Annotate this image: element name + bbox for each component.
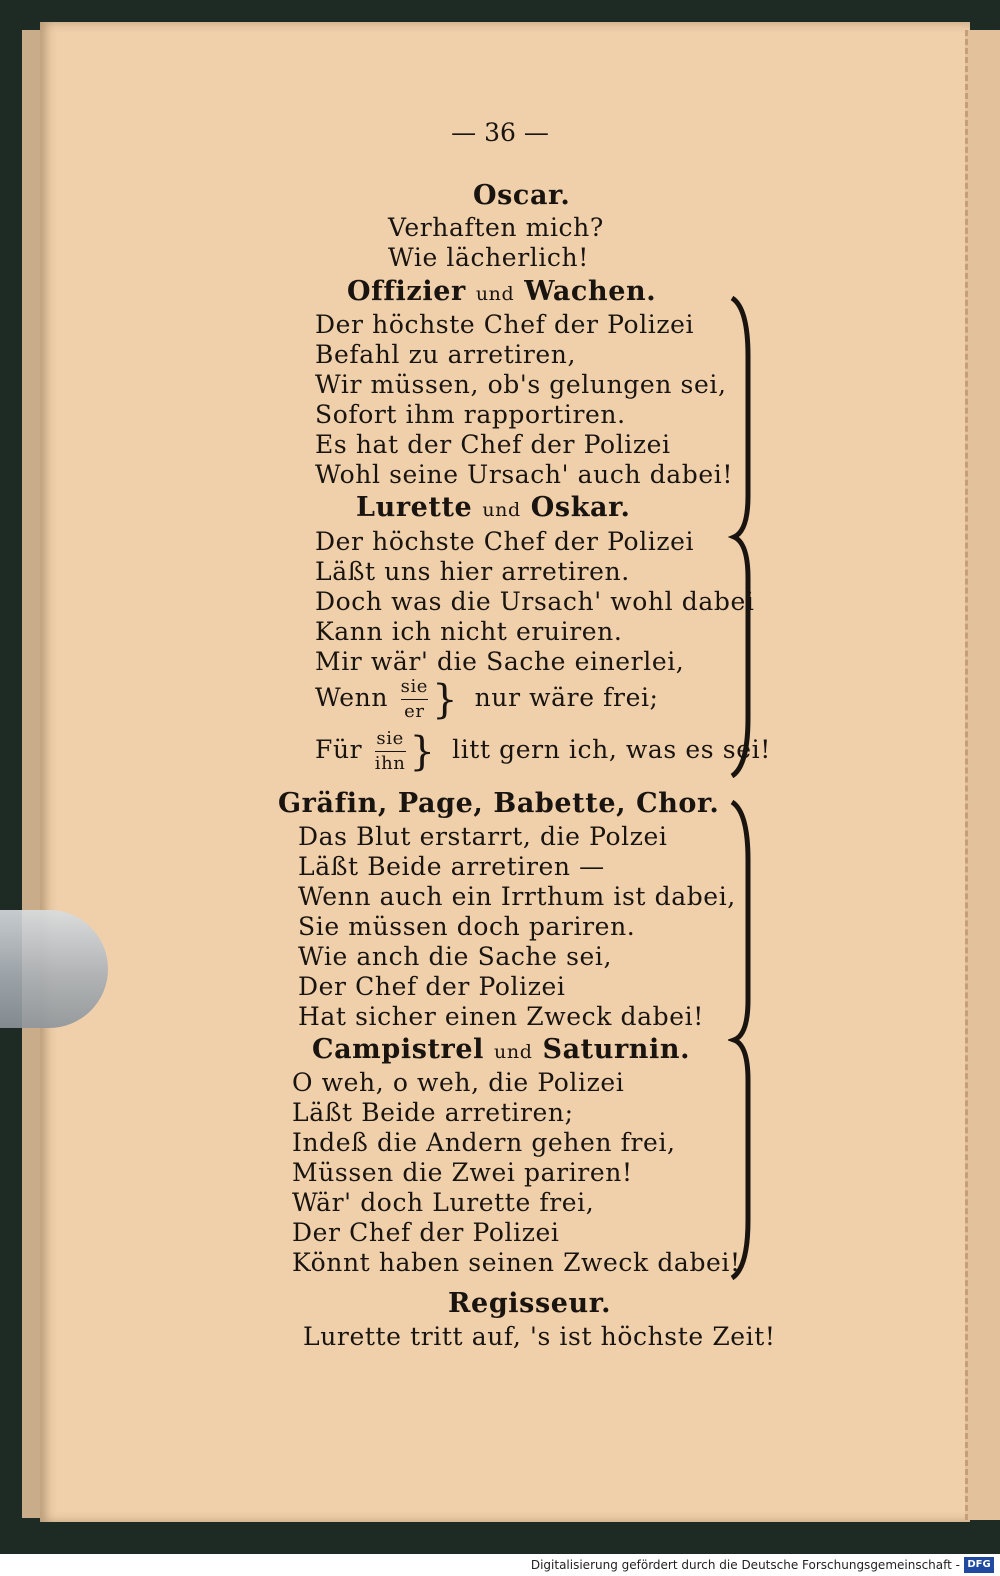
- verse-text: Verhaften mich?: [388, 213, 604, 242]
- verse-text: Der höchste Chef der Polizei: [315, 310, 695, 339]
- brace-mark: }: [432, 676, 459, 723]
- verse-text: Müssen die Zwei pariren!: [292, 1158, 633, 1187]
- verse-text: Der höchste Chef der Polizei: [315, 527, 695, 556]
- speaker-name: Lurette: [356, 492, 473, 523]
- dfg-logo: DFG: [964, 1557, 994, 1573]
- verse-line: [298, 882, 736, 911]
- page-number: — 36 —: [451, 118, 549, 147]
- verse-line: [388, 213, 604, 242]
- verse-line: [298, 972, 565, 1001]
- verse-text: Könnt haben seinen Zweck dabei!: [292, 1248, 741, 1277]
- verse-text: Das Blut erstarrt, die Polzei: [298, 822, 668, 851]
- verse-line: [292, 1098, 574, 1127]
- verse-group-bracket: [728, 296, 758, 778]
- verse-text: Wenn: [315, 683, 389, 712]
- speaker-heading: [347, 276, 656, 307]
- verse-line: [298, 1002, 704, 1031]
- speaker-name: Oskar.: [530, 492, 631, 523]
- speaker-name: Offizier: [347, 276, 466, 307]
- verse-text: Es hat der Chef der Polizei: [315, 430, 671, 459]
- speaker-heading: [356, 492, 630, 523]
- verse-line: [315, 527, 694, 556]
- verse-text: Läßt uns hier arretiren.: [315, 557, 630, 586]
- verse-text: Wie lächerlich!: [388, 243, 589, 272]
- verse-text: Wir müssen, ob's gelungen sei,: [315, 370, 727, 399]
- pronoun-choice: [401, 678, 428, 721]
- speaker-heading: [448, 1288, 611, 1319]
- speaker-name: Regisseur.: [448, 1288, 612, 1319]
- verse-text: Wenn auch ein Irrthum ist dabei,: [298, 882, 736, 911]
- und-connector: und: [475, 283, 515, 305]
- verse-text: Der Chef der Polizei: [292, 1218, 560, 1247]
- verse-line: [292, 1068, 624, 1097]
- verse-line: [292, 1218, 559, 1247]
- verse-line: [292, 1248, 741, 1277]
- verse-text: Sofort ihm rapportiren.: [315, 400, 626, 429]
- und-connector: und: [482, 499, 521, 521]
- verse-text: Kann ich nicht eruiren.: [315, 617, 623, 646]
- verse-line: [298, 822, 668, 851]
- verse-text: Der Chef der Polizei: [298, 972, 566, 1001]
- speaker-heading: [473, 180, 570, 211]
- speaker-name: Gräfin, Page, Babette, Chor.: [278, 788, 720, 819]
- speaker-name: Wachen.: [524, 276, 657, 307]
- verse-line: [315, 587, 754, 616]
- verse-line: [388, 243, 589, 272]
- pronoun-top: sie: [400, 676, 429, 697]
- speaker-heading: [312, 1034, 690, 1065]
- verse-line: [315, 678, 659, 721]
- footer-credit: Digitalisierung gefördert durch die Deutsche Forschungsgemeinschaft -: [530, 1558, 960, 1572]
- pronoun-bottom: ihn: [374, 753, 406, 774]
- verse-text: litt gern ich, was es sei!: [452, 735, 771, 764]
- verse-line: [315, 430, 671, 459]
- und-connector: und: [494, 1041, 533, 1063]
- verse-text: O weh, o weh, die Polizei: [292, 1068, 625, 1097]
- verse-line: [298, 852, 605, 881]
- verse-line: [292, 1158, 633, 1187]
- verse-line: [315, 370, 727, 399]
- verse-line: [315, 617, 622, 646]
- digitization-footer: [0, 1554, 1000, 1576]
- verse-text: Befahl zu arretiren,: [315, 340, 577, 369]
- speaker-name: Saturnin.: [542, 1034, 691, 1065]
- pronoun-bottom: er: [404, 701, 425, 722]
- verse-text: Läßt Beide arretiren;: [292, 1098, 574, 1127]
- verse-text: Doch was die Ursach' wohl dabei: [315, 587, 755, 616]
- verse-line: [292, 1188, 594, 1217]
- verse-text: Sie müssen doch pariren.: [298, 912, 636, 941]
- speaker-name: Oscar.: [473, 180, 571, 211]
- verse-text: Wohl seine Ursach' auch dabei!: [315, 460, 734, 489]
- verse-line: [292, 1128, 676, 1157]
- verse-line: [298, 942, 612, 971]
- verse-text: Indeß die Andern gehen frei,: [292, 1128, 676, 1157]
- verse-line: [298, 912, 635, 941]
- verse-text: Hat sicher einen Zweck dabei!: [298, 1002, 704, 1031]
- brace-mark: }: [409, 728, 436, 775]
- verse-text: Wie anch die Sache sei,: [298, 942, 613, 971]
- verse-line: [315, 310, 694, 339]
- verse-line: [315, 340, 576, 369]
- verse-text: Lurette tritt auf, 's ist höchste Zeit!: [303, 1322, 776, 1351]
- pronoun-top: sie: [376, 728, 404, 749]
- pronoun-choice: [375, 730, 406, 773]
- verse-line: [315, 400, 626, 429]
- speaker-heading: [278, 788, 719, 819]
- verse-line: [315, 647, 684, 676]
- verse-text: Für: [315, 735, 363, 764]
- verse-text: nur wäre frei;: [474, 683, 659, 712]
- verse-text: Wär' doch Lurette frei,: [292, 1188, 595, 1217]
- verse-group-bracket: [728, 800, 758, 1280]
- speaker-name: Campistrel: [312, 1034, 485, 1065]
- verse-line: [315, 460, 733, 489]
- verse-line: [315, 730, 771, 773]
- next-page-edge: [965, 30, 1000, 1520]
- verse-text: Mir wär' die Sache einerlei,: [315, 647, 685, 676]
- verse-line: [315, 557, 630, 586]
- verse-text: Läßt Beide arretiren —: [298, 852, 605, 881]
- verse-line: [303, 1322, 776, 1351]
